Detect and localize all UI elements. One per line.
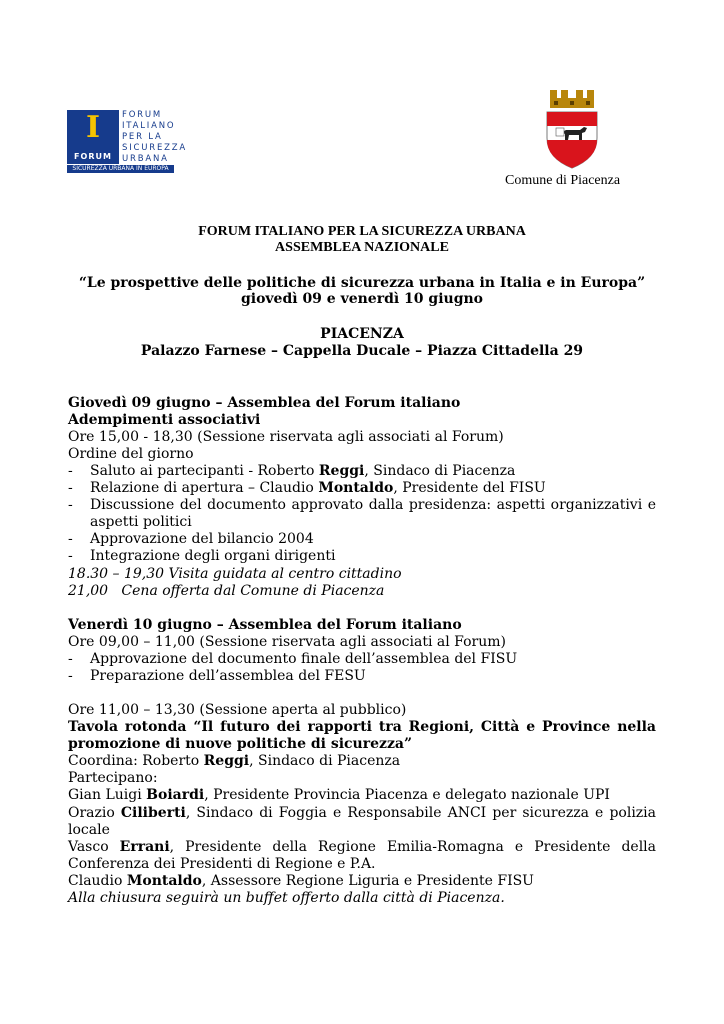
visit-note: 18.30 – 19,30 Visita guidata al centro cittadino (68, 566, 402, 582)
closing-note: Alla chiusura seguirà un buffet offerto dalla città di Piacenza. (68, 890, 505, 906)
day1-time: Ore 15,00 - 18,30 (Sessione riservata agli associati al Forum) (68, 429, 504, 445)
participant-1 (68, 787, 610, 804)
item-text: , Presidente del FISU (393, 480, 546, 496)
item-text: Integrazione degli organi dirigenti (90, 548, 336, 564)
item-text: Discussione del documento approvato dalla presidenza: aspetti organizzativi e (90, 497, 656, 513)
participant-2-cont: locale (68, 822, 110, 838)
event-city: PIACENZA (320, 326, 404, 342)
line-text: Claudio (68, 873, 127, 889)
day2-time2: Ore 11,00 – 13,30 (Sessione aperta al pubblico) (68, 702, 407, 718)
speaker-name: Boiardi (146, 787, 205, 803)
line-text: , Presidente Provincia Piacenza e delegato nazionale UPI (204, 787, 610, 803)
line-text: , Sindaco di Foggia e Responsabile ANCI per sicurezza e polizia (185, 805, 656, 821)
participant-4 (68, 873, 534, 890)
city-name: Comune di Piacenza (505, 173, 621, 188)
page-title: FORUM ITALIANO PER LA SICUREZZA URBANA (198, 224, 526, 239)
item-text: Approvazione del bilancio 2004 (90, 531, 314, 547)
logo-line: ITALIANO (122, 121, 176, 131)
item-text: aspetti politici (90, 514, 192, 530)
logo-line: SICUREZZA (122, 143, 187, 153)
dinner-note: 21,00 Cena offerta dal Comune di Piacenza (68, 583, 385, 599)
line-text: Gian Luigi (68, 787, 147, 803)
list-item (0, 463, 724, 480)
event-title: “Le prospettive delle politiche di sicurezza urbana in Italia e in Europa” (78, 275, 646, 291)
list-item (0, 548, 724, 565)
line-text: Vasco (68, 839, 120, 855)
list-item (0, 480, 724, 497)
item-text: Approvazione del documento finale dell’assemblea del FISU (90, 651, 518, 667)
logo-line: URBANA (122, 154, 169, 164)
item-text: Saluto ai partecipanti - Roberto (90, 463, 319, 479)
item-text: Preparazione dell’assemblea del FESU (90, 668, 366, 684)
bullet: - (68, 668, 73, 684)
city-coat-of-arms-icon (544, 88, 600, 170)
participant-3-cont: Conferenza dei Presidenti di Regione e P.A. (68, 856, 376, 872)
forum-logo (67, 110, 187, 174)
bullet: - (68, 480, 73, 496)
participant-3 (68, 839, 656, 856)
chair-line (68, 753, 400, 770)
list-item (0, 497, 724, 531)
participant-2 (68, 805, 656, 822)
day2-time: Ore 09,00 – 11,00 (Sessione riservata agli associati al Forum) (68, 634, 506, 650)
item-text: Relazione di apertura – Claudio (90, 480, 319, 496)
bullet: - (68, 497, 73, 513)
speaker-name: Reggi (318, 463, 365, 479)
page-subtitle: ASSEMBLEA NAZIONALE (275, 240, 449, 255)
line-text: , Sindaco di Piacenza (249, 753, 401, 769)
list-item (0, 531, 724, 548)
bullet: - (68, 548, 73, 564)
logo-strip: SICUREZZA URBANA IN EUROPA (67, 165, 174, 173)
forum-logo-mark (67, 110, 119, 164)
line-text: Orazio (68, 805, 121, 821)
logo-letter: I (85, 110, 101, 145)
bullet: - (68, 531, 73, 547)
speaker-name: Montaldo (318, 480, 394, 496)
participants-label: Partecipano: (68, 770, 158, 786)
speaker-name: Ciliberti (120, 805, 186, 821)
logo-wordmark (122, 110, 187, 165)
day1-heading: Giovedì 09 giugno – Assemblea del Forum italiano (68, 395, 461, 411)
round-table-title-cont: promozione di nuove politiche di sicurezza” (68, 736, 413, 752)
day1-subheading: Adempimenti associativi (68, 412, 261, 428)
round-table-title: Tavola rotonda “Il futuro dei rapporti tra Regioni, Città e Province nella (68, 719, 656, 735)
logo-line: PER LA (122, 132, 163, 142)
speaker-name: Errani (119, 839, 170, 855)
line-text: , Assessore Regione Liguria e Presidente FISU (201, 873, 534, 889)
bullet: - (68, 463, 73, 479)
event-venue: Palazzo Farnese – Cappella Ducale – Piazza Cittadella 29 (140, 343, 584, 359)
event-dates: giovedì 09 e venerdì 10 giugno (240, 291, 484, 307)
agenda-label: Ordine del giorno (68, 446, 194, 462)
list-item (0, 668, 724, 685)
item-text: , Sindaco di Piacenza (364, 463, 516, 479)
speaker-name: Reggi (203, 753, 250, 769)
list-item (0, 651, 724, 668)
day2-heading: Venerdì 10 giugno – Assemblea del Forum italiano (68, 617, 462, 633)
bullet: - (68, 651, 73, 667)
line-text: Coordina: Roberto (68, 753, 204, 769)
logo-line: FORUM (122, 110, 163, 120)
line-text: , Presidente della Regione Emilia-Romagna e Presidente della (169, 839, 657, 855)
logo-mark-word: FORUM (74, 152, 112, 161)
speaker-name: Montaldo (126, 873, 202, 889)
